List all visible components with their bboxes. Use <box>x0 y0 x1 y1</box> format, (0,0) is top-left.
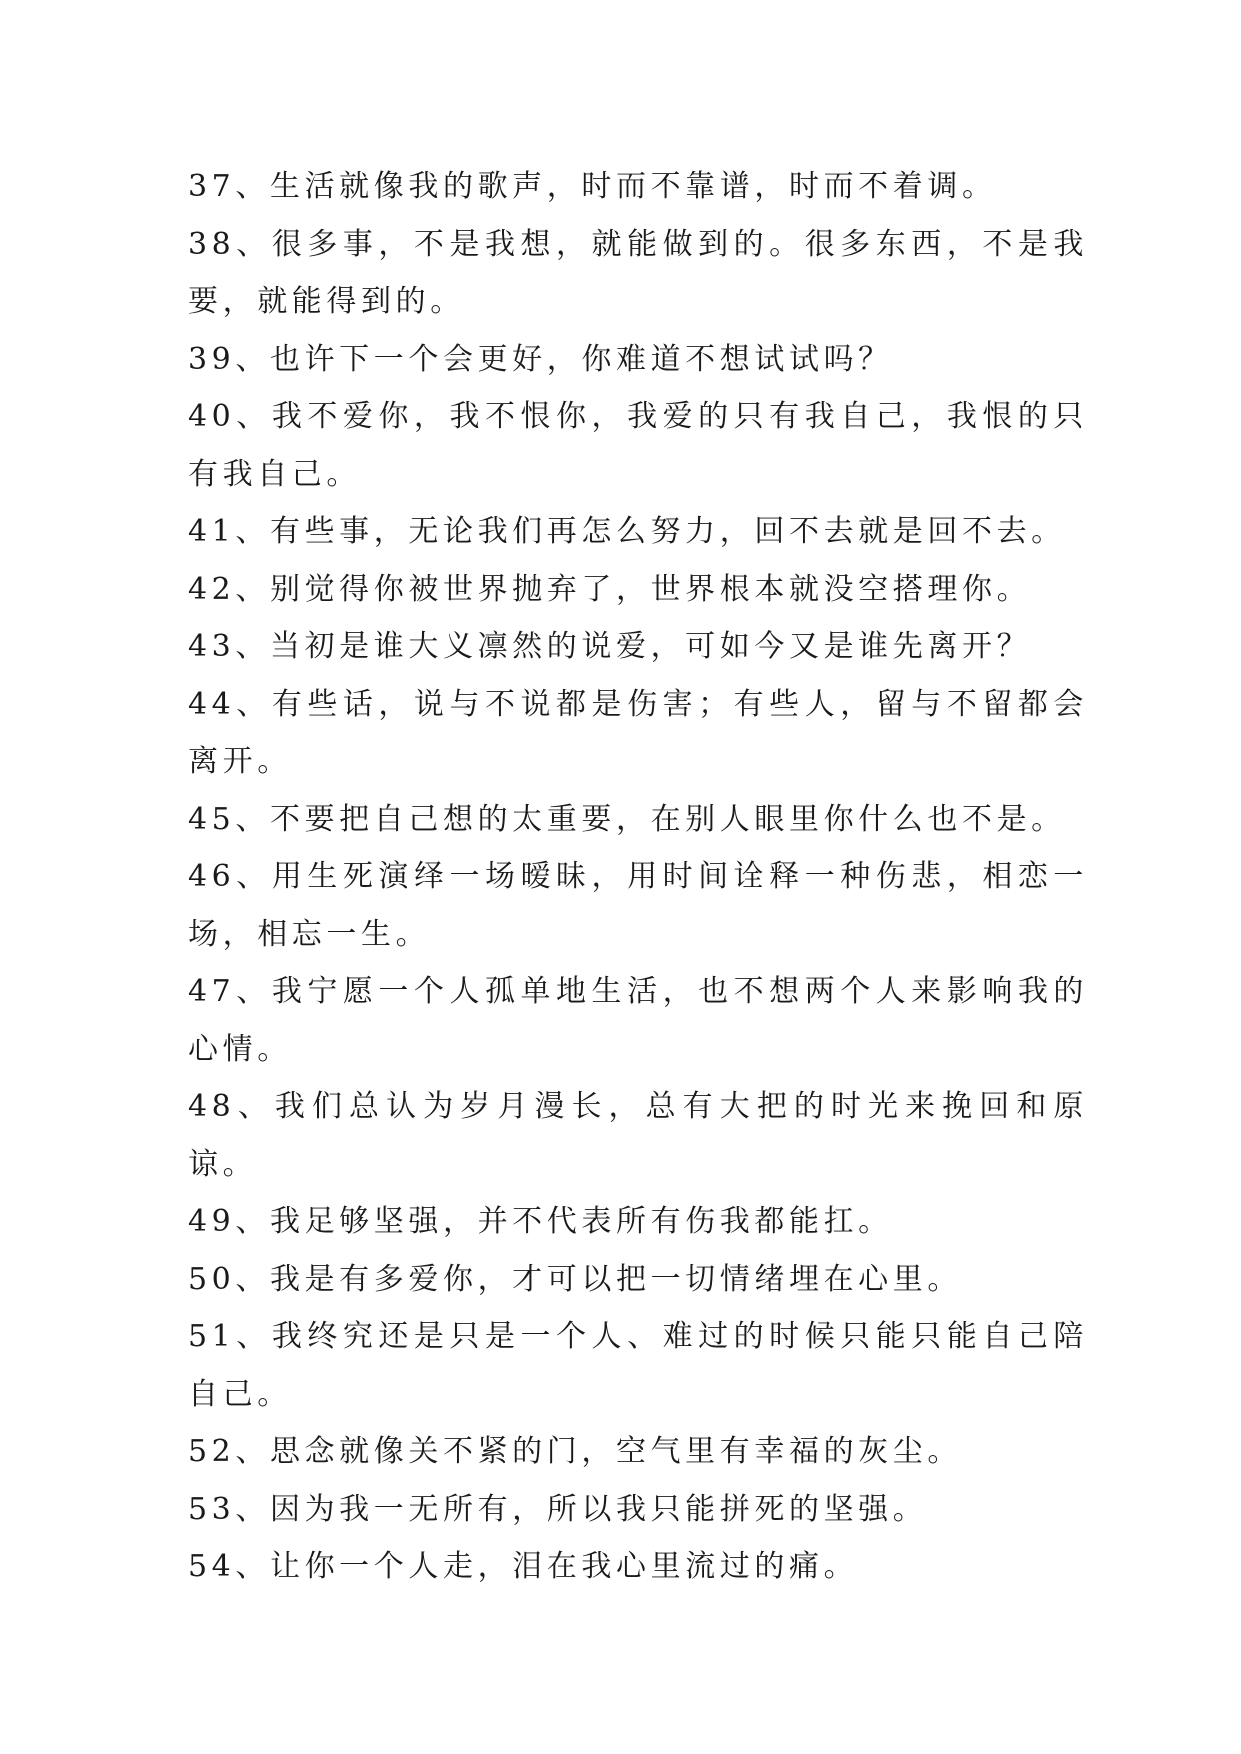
quote-39: 39、也许下一个会更好，你难道不想试试吗？ <box>188 341 893 377</box>
quote-45: 45、不要把自己想的太重要，在别人眼里你什么也不是。 <box>188 801 1066 837</box>
quote-40: 40、我不爱你，我不恨你，我爱的只有我自己，我恨的只有我自己。 <box>188 399 1088 492</box>
quote-38: 38、很多事，不是我想，就能做到的。很多东西，不是我要，就能得到的。 <box>188 226 1088 319</box>
quote-42: 42、别觉得你被世界抛弃了，世界根本就没空搭理你。 <box>188 571 1032 607</box>
quote-47: 47、我宁愿一个人孤单地生活，也不想两个人来影响我的心情。 <box>188 974 1088 1067</box>
quote-46: 46、用生死演绎一场暧昧，用时间诠释一种伤悲，相恋一场，相忘一生。 <box>188 859 1088 952</box>
quote-49: 49、我足够坚强，并不代表所有伤我都能扛。 <box>188 1204 893 1239</box>
quote-53: 53、因为我一无所有，所以我只能拼死的坚强。 <box>188 1491 928 1527</box>
quote-48: 48、我们总认为岁月漫长，总有大把的时光来挽回和原谅。 <box>188 1089 1088 1182</box>
quote-51: 51、我终究还是只是一个人、难过的时候只能只能自己陪自己。 <box>188 1319 1088 1412</box>
quote-37: 37、生活就像我的歌声，时而不靠谱，时而不着调。 <box>188 169 997 204</box>
quote-54: 54、让你一个人走，泪在我心里流过的痛。 <box>188 1549 859 1584</box>
quote-50: 50、我是有多爱你，才可以把一切情绪埋在心里。 <box>188 1261 962 1297</box>
quote-list <box>188 158 1088 1596</box>
quote-43: 43、当初是谁大义凛然的说爱，可如今又是谁先离开？ <box>188 629 1032 664</box>
quote-52: 52、思念就像关不紧的门，空气里有幸福的灰尘。 <box>188 1434 962 1469</box>
quote-44: 44、有些话，说与不说都是伤害；有些人，留与不留都会离开。 <box>188 686 1088 779</box>
quote-41: 41、有些事，无论我们再怎么努力，回不去就是回不去。 <box>188 514 1066 549</box>
